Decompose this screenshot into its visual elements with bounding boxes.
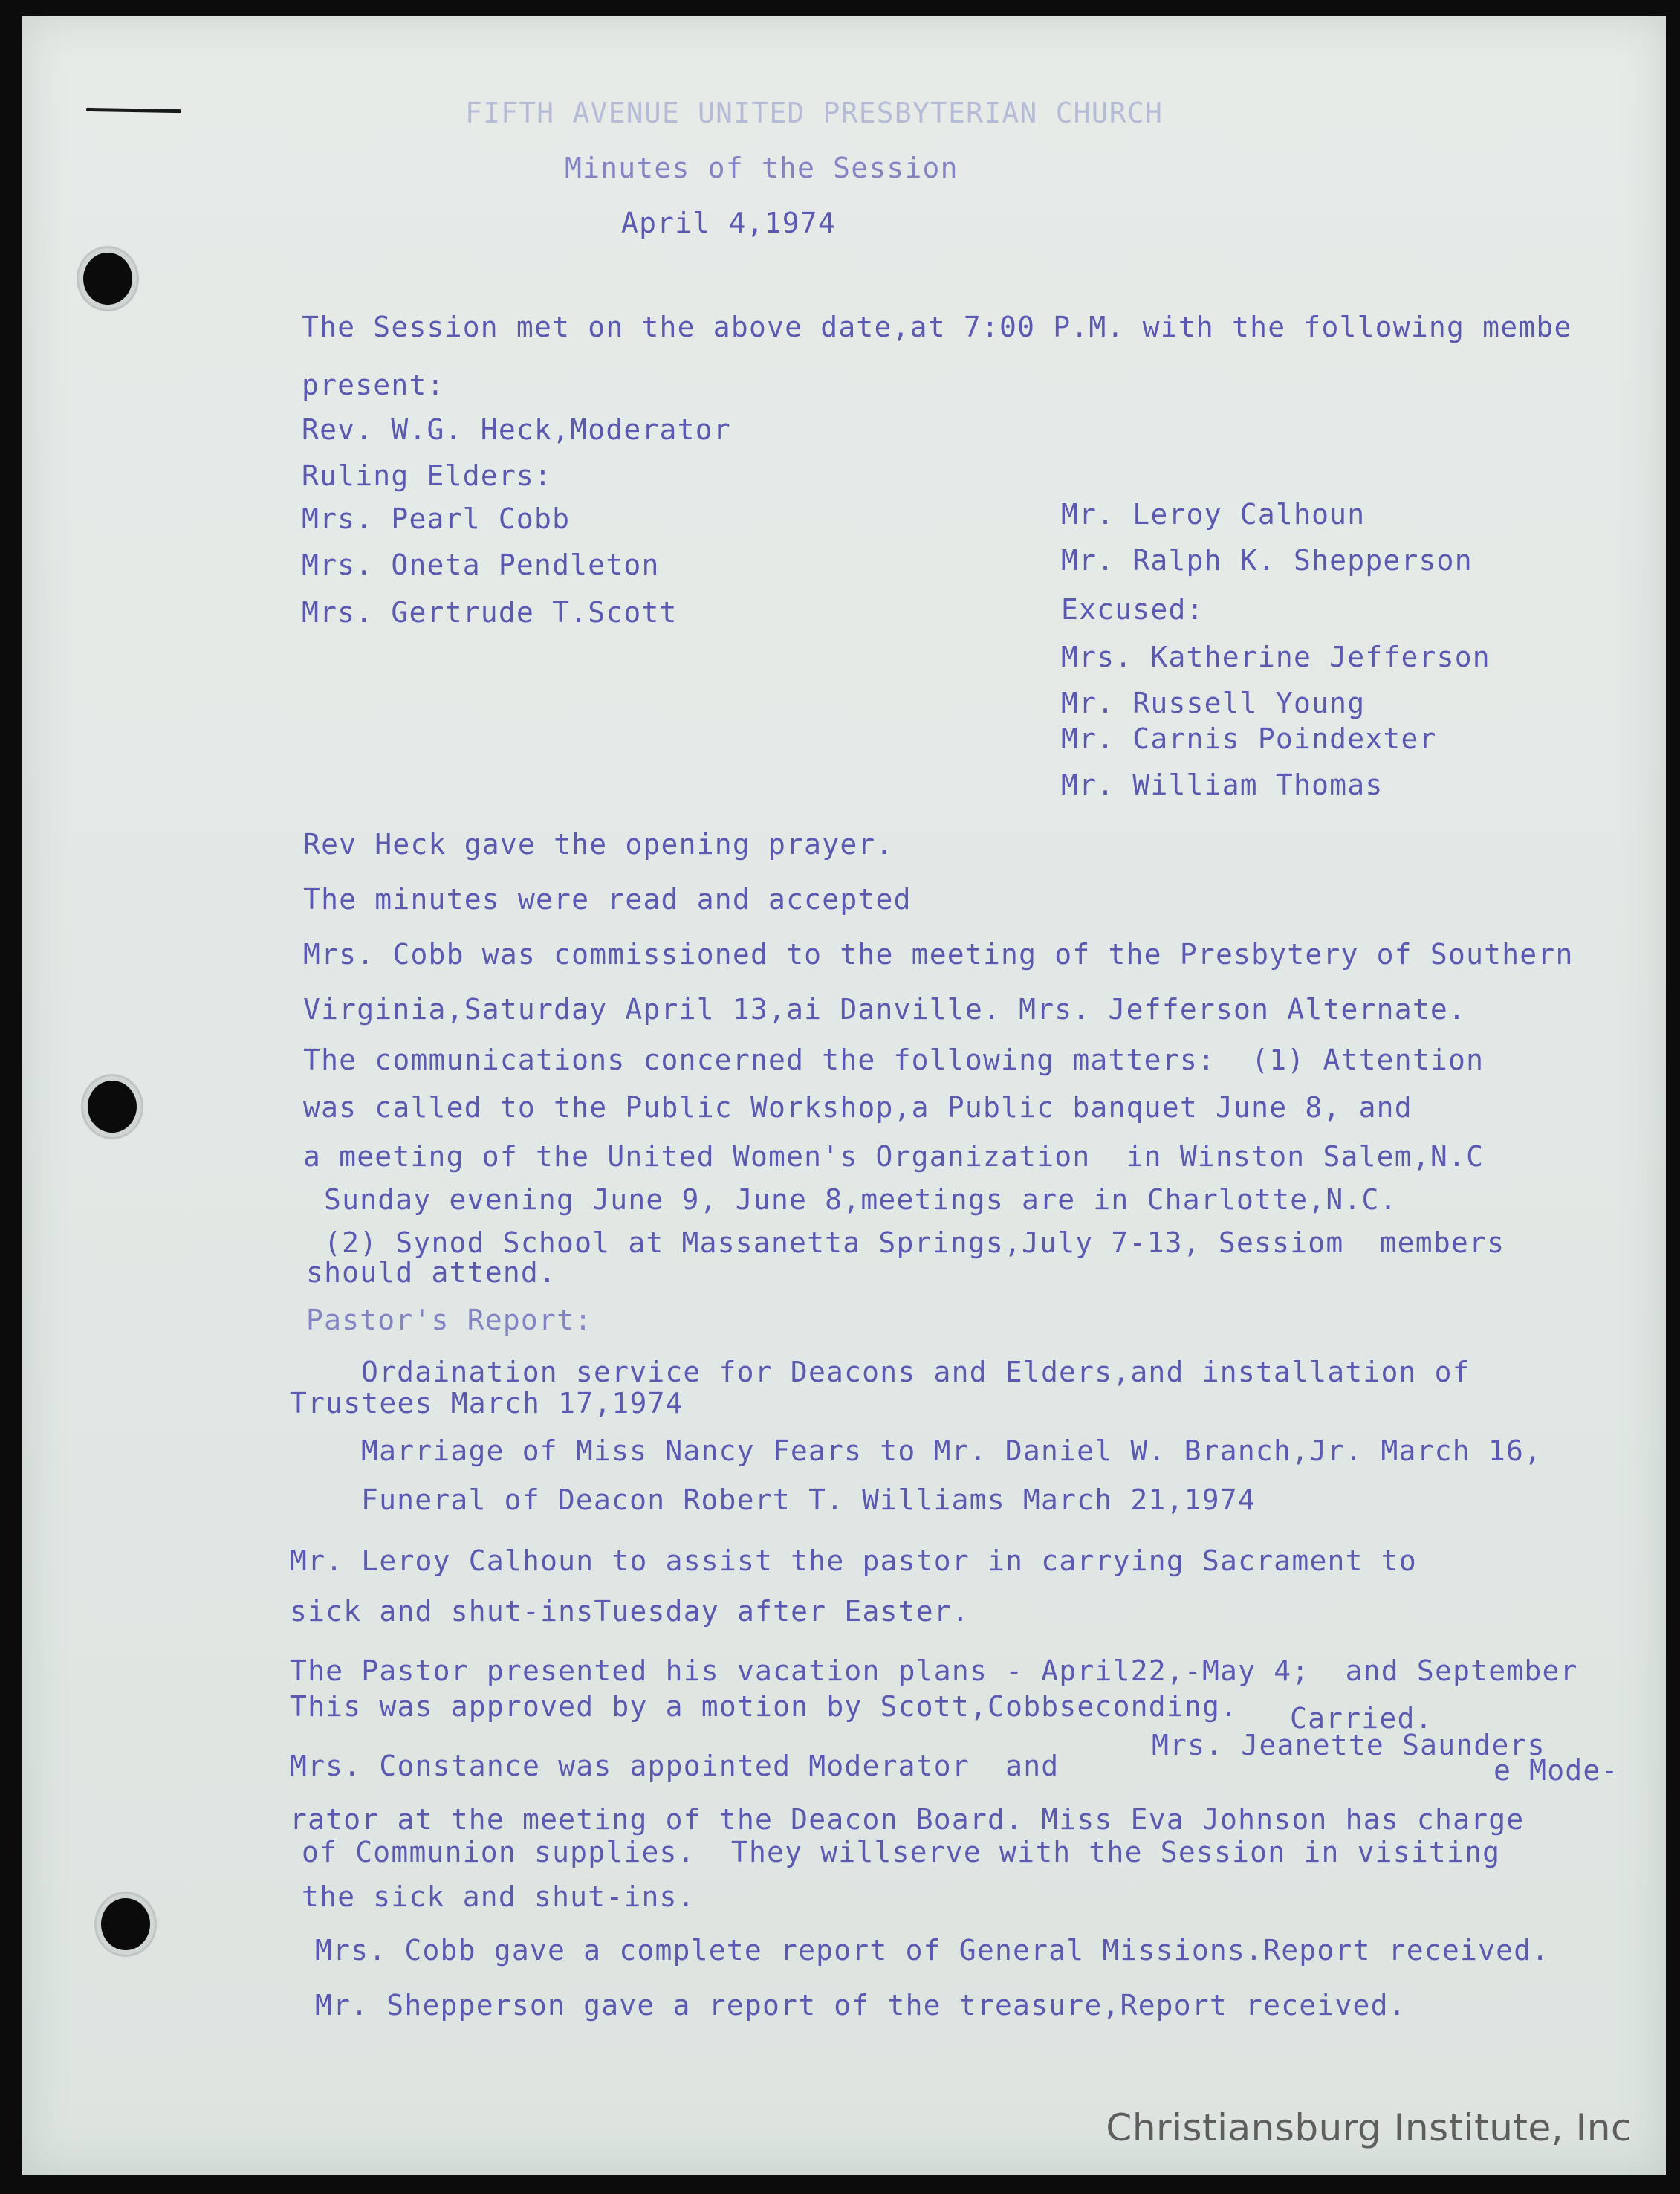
document-title: Minutes of the Session — [565, 152, 959, 184]
punch-hole-bottom — [101, 1898, 150, 1950]
body-line: (2) Synod School at Massanetta Springs,July 7-13, Sessiom members — [324, 1226, 1505, 1259]
pen-mark — [86, 108, 181, 113]
excused-member: Mr. William Thomas — [1061, 768, 1384, 801]
member-left: Mrs. Oneta Pendleton — [302, 548, 660, 581]
carried-note: Carried. — [1290, 1702, 1433, 1735]
body-line: Ordaination service for Deacons and Elders,and installation of — [361, 1356, 1470, 1388]
body-line: Mr. Shepperson gave a report of the treasure,Report received. — [315, 1989, 1407, 2022]
body-line: The communications concerned the following matters: (1) Attention — [303, 1043, 1485, 1076]
body-line: Funeral of Deacon Robert T. Williams March 21,1974 — [361, 1483, 1256, 1516]
body-line: Mrs. Cobb was commissioned to the meeting of the Presbytery of Southern — [303, 938, 1574, 971]
member-left: Mrs. Gertrude T.Scott — [302, 596, 678, 629]
document-page — [22, 16, 1666, 2175]
punch-hole-top — [83, 253, 132, 305]
body-line: a meeting of the United Women's Organization in Winston Salem,N.C — [303, 1140, 1485, 1173]
ruling-elders-label: Ruling Elders: — [302, 459, 553, 492]
body-line: Rev Heck gave the opening prayer. — [303, 828, 894, 861]
member-left: Mrs. Pearl Cobb — [302, 502, 571, 535]
body-line: sick and shut-insTuesday after Easter. — [290, 1595, 970, 1628]
inserted-name: Mrs. Jeanette Saunders — [1152, 1729, 1546, 1761]
meeting-date: April 4,1974 — [621, 207, 836, 239]
moderator-line: Rev. W.G. Heck,Moderator — [302, 413, 731, 446]
intro-line-2: present: — [302, 369, 445, 401]
member-right: Mr. Leroy Calhoun — [1061, 498, 1366, 531]
church-name: FIFTH AVENUE UNITED PRESBYTERIAN CHURCH — [465, 97, 1164, 129]
body-line: rator at the meeting of the Deacon Board. Miss Eva Johnson has charge — [290, 1803, 1525, 1836]
body-line: Mrs. Constance was appointed Moderator and — [290, 1750, 1060, 1782]
excused-label: Excused: — [1061, 593, 1204, 626]
punch-hole-middle — [88, 1081, 137, 1133]
pastors-report-label: Pastor's Report: — [306, 1304, 593, 1336]
body-line: Mr. Leroy Calhoun to assist the pastor in carrying Sacrament to — [290, 1544, 1417, 1577]
body-line: Trustees March 17,1974 — [290, 1387, 684, 1420]
watermark: Christiansburg Institute, Inc — [1106, 2106, 1632, 2149]
excused-member: Mr. Russell Young — [1061, 687, 1366, 719]
body-line: of Communion supplies. They willserve with the Session in visiting — [302, 1836, 1501, 1868]
body-line: The minutes were read and accepted — [303, 883, 912, 916]
body-line: the sick and shut-ins. — [302, 1880, 695, 1913]
body-line: Marriage of Miss Nancy Fears to Mr. Daniel W. Branch,Jr. March 16, — [361, 1434, 1543, 1467]
body-line: Mrs. Cobb gave a complete report of General Missions.Report received. — [315, 1934, 1550, 1967]
body-line: The Pastor presented his vacation plans - April22,-May 4; and September — [290, 1654, 1578, 1687]
excused-member: Mrs. Katherine Jefferson — [1061, 641, 1491, 673]
body-line: e Mode- — [1493, 1754, 1619, 1787]
body-line: Sunday evening June 9, June 8,meetings are in Charlotte,N.C. — [324, 1183, 1398, 1216]
intro-line-1: The Session met on the above date,at 7:00 P.M. with the following membe — [302, 311, 1572, 343]
body-line: This was approved by a motion by Scott,Cobbseconding. — [290, 1690, 1239, 1723]
member-right: Mr. Ralph K. Shepperson — [1061, 544, 1473, 577]
body-line: should attend. — [306, 1256, 557, 1289]
body-line: Virginia,Saturday April 13,ai Danville. Mrs. Jefferson Alternate. — [303, 993, 1467, 1026]
body-line: was called to the Public Workshop,a Public banquet June 8, and — [303, 1091, 1413, 1124]
excused-member: Mr. Carnis Poindexter — [1061, 722, 1437, 755]
